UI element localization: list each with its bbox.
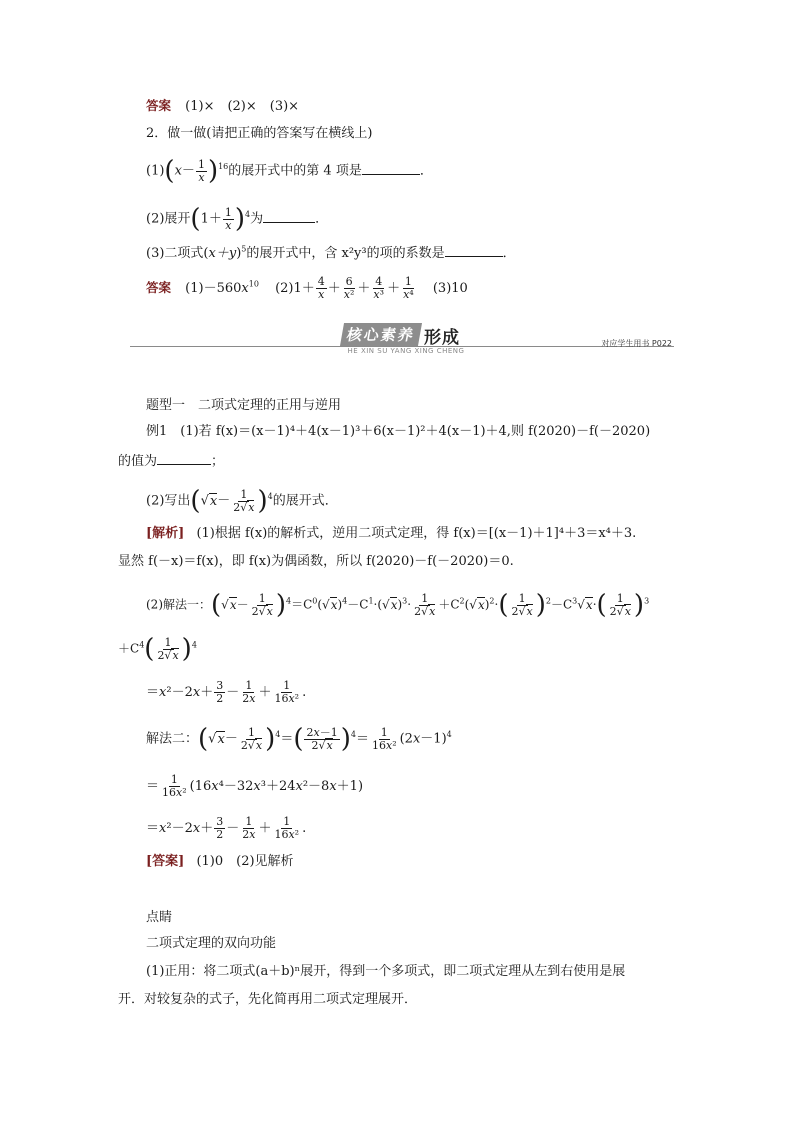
answer-label: 答案	[146, 98, 172, 113]
highlight-subtitle: 二项式定理的双向功能	[146, 936, 277, 951]
method-1-line-2: $+C^4$( $\frac{1}{2√x}$ )$^4$	[118, 634, 197, 664]
answer-blank[interactable]	[263, 210, 315, 223]
example-1-line-2: 的值为 ；	[118, 454, 225, 469]
answer-blank[interactable]	[445, 244, 503, 257]
highlight-line-2: 开．对较复杂的式子，先化简再用二项式定理展开．	[118, 992, 418, 1007]
example-1-line-1: 例1 (1)若 f(x)＝(x－1)⁴＋4(x－1)³＋6(x－1)²＋4(x－1)＋4,则 f(2020)－f(－2020)	[146, 424, 651, 439]
section-banner	[130, 322, 674, 356]
method-2-line-2: ＝ $\frac{1}{\text{16x²}}$ (16x⁴－32x³＋24x²－8x＋1)	[146, 773, 364, 799]
highlight-title: 点睛	[146, 910, 173, 925]
answer-text: (1)× (2)× (3)×	[185, 99, 300, 114]
problem-2-2: (2)展开(1＋ $\frac{1}{x}$ )$^4$为 ．	[146, 204, 329, 234]
method-1-result: ＝x²－2x＋ $\frac{3}{2}$ － $\frac{1}{2x}$ ＋ $\frac{1}{\text{16x²}}$ .	[146, 679, 307, 705]
analysis-line-2: 显然 f(－x)＝f(x)，即 f(x)为偶函数，所以 f(2020)－f(－2020)＝0.	[118, 554, 514, 569]
answer-line-3: [答案] (1)0 (2)见解析	[146, 854, 294, 869]
answer-blank[interactable]	[362, 162, 420, 175]
type-title: 题型一 二项式定理的正用与逆用	[146, 398, 342, 413]
analysis-line-1: [解析] (1)根据 f(x)的解析式，逆用二项式定理，得 f(x)＝[(x－1)＋1]⁴＋3＝x⁴＋3.	[146, 526, 637, 541]
banner-reference: 对应学生用书 P022	[601, 339, 672, 348]
banner-badge	[336, 322, 468, 355]
method-1-line-1: (2)解法一：(√x－ $\frac{1}{2√x}$ )$^4=C^0(√x)^4-C^1\cdot(√x)^3\cdot$ $\frac{1}{2√x}$ $+C^2(√x)^2\cdot$( $\frac{1}{2√x}$ )$^2-C^3√x\cdot$( $\frac{1}{2√x}$ )$^3$	[146, 590, 650, 620]
answer-line-1	[146, 98, 299, 115]
banner-title: 形成	[424, 328, 460, 348]
problem-2-3: (3)二项式$(x+y)^5$的展开式中，含 x²y³的项的系数是 ．	[146, 244, 516, 261]
method-2-line-1: 解法二：(√x－ $\frac{1}{2√x}$ )$^4$＝( $\frac{2x-1}{2√x}$ )$^4$＝ $\frac{1}{\text{16x²}}$ $(2x-1)^4$	[146, 724, 452, 754]
method-2-result: ＝x²－2x＋ $\frac{3}{2}$ － $\frac{1}{2x}$ ＋ $\frac{1}{\text{16x²}}$ .	[146, 815, 307, 841]
problem-2-1: (1)(x－ $\frac{1}{x}$ )$^{16}$的展开式中的第 4 项是 ．	[146, 156, 433, 186]
example-1-line-3: (2)写出(√x－ $\frac{1}{2√x}$ )$^4$的展开式．	[146, 486, 338, 516]
answer-blank[interactable]	[157, 452, 211, 465]
answer-line-2: 答案 $(1)-560x^{10}$ (2)1＋ $\frac{4}{x}$ ＋ $\frac{6}{\text{x²}}$ ＋ $\frac{4}{\text{x³}}$ ＋ $\frac{1}{\text{x⁴}}$ (3)10	[146, 275, 468, 301]
section-title: 2．做一做(请把正确的答案写在横线上)	[146, 126, 373, 141]
highlight-line-1: (1)正用：将二项式(a＋b)ⁿ展开，得到一个多项式，即二项式定理从左到右使用是展	[146, 964, 626, 979]
banner-highlight: 核心素养	[340, 323, 422, 346]
banner-pinyin: HE XIN SU YANG XING CHENG	[347, 347, 465, 355]
